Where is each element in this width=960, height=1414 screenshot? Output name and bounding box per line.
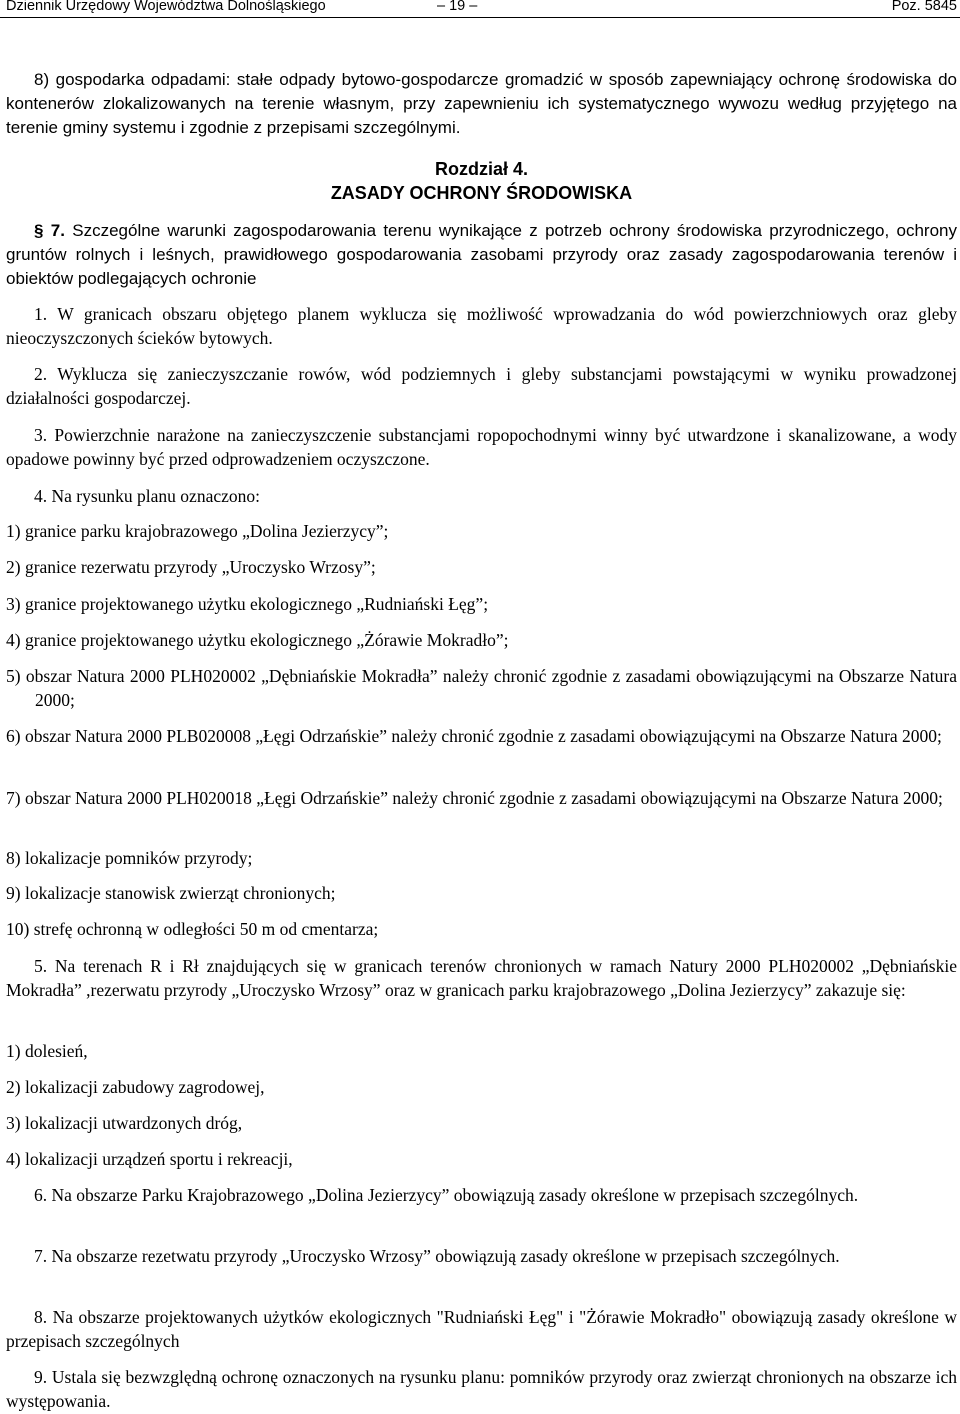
clause-9: 9. Ustala się bezwzględną ochronę oznaczonych na rysunku planu: pomników przyrody oraz zwierząt chronionych na obszarze ich występowania. xyxy=(6,1367,957,1411)
section-7-mark: § 7. xyxy=(34,221,65,240)
clause-5: 5. Na terenach R i Rł znajdujących się w granicach terenów chronionych w ramach Natury 2000 PLH020002 „Dębniańskie Mokradła” ,rezerwatu przyrody „Uroczysko Wrzosy” oraz w granicach parku krajobrazowego „Dolina Jezierzycy” zakazuje się: xyxy=(6,956,957,1000)
list-item: 9) lokalizacje stanowisk zwierząt chronionych; xyxy=(6,883,336,903)
clause-2: 2. Wyklucza się zanieczyszczanie rowów, wód podziemnych i gleby substancjami powstającymi w wyniku prowadzonej działalności gospodarczej. xyxy=(6,364,957,408)
journal-title: Dziennik Urzędowy Województwa Dolnośląskiego xyxy=(6,0,326,14)
list-item: 8) lokalizacje pomników przyrody; xyxy=(6,848,253,868)
clause-4: 4. Na rysunku planu oznaczono: xyxy=(34,486,260,506)
clause-3: 3. Powierzchnie narażone na zanieczyszczenie substancjami ropopochodnymi winny być utwardzone i skanalizowane, a wody opadowe powinny być przed odprowadzeniem oczyszczone. xyxy=(6,425,957,469)
chapter-title: ZASADY OCHRONY ŚRODOWISKA xyxy=(330,183,633,203)
list-item: 5) obszar Natura 2000 PLH020002 „Dębniańskie Mokradła” należy chronić zgodnie z zasadami obowiązującymi na Obszarze Natura 2000; xyxy=(6,666,957,710)
clause-1: 1. W granicach obszaru objętego planem wyklucza się możliwość wprowadzania do wód powierzchniowych oraz gleby nieoczyszczonych ścieków bytowych. xyxy=(6,304,957,348)
page-header xyxy=(0,0,960,18)
clause-7: 7. Na obszarze rezetwatu przyrody „Uroczysko Wrzosy” obowiązują zasady określone w przepisach szczególnych. xyxy=(34,1246,840,1266)
list-item: 7) obszar Natura 2000 PLH020018 „Łęgi Odrzańskie” należy chronić zgodnie z zasadami obowiązującymi na Obszarze Natura 2000; xyxy=(6,788,943,808)
paragraph-waste-management: 8) gospodarka odpadami: stałe odpady bytowo-gospodarcze gromadzić w sposób zapewniający ochronę środowiska do kontenerów zlokalizowanych na terenie własnym, przy zapewnieniu ich systematycznego wywozu według przyjętego na terenie gminy systemu i zgodnie z przepisami szczególnymi. xyxy=(6,70,957,137)
list-item: 2) granice rezerwatu przyrody „Uroczysko Wrzosy”; xyxy=(6,557,376,577)
page-number: – 19 – xyxy=(437,0,478,14)
list-item: 6) obszar Natura 2000 PLB020008 „Łęgi Odrzańskie” należy chronić zgodnie z zasadami obowiązującymi na Obszarze Natura 2000; xyxy=(6,726,942,746)
prohibition-item: 2) lokalizacji zabudowy zagrodowej, xyxy=(6,1077,265,1097)
section-7 xyxy=(6,219,957,291)
prohibition-item: 1) dolesień, xyxy=(6,1041,88,1061)
list-item: 10) strefę ochronną w odległości 50 m od cmentarza; xyxy=(6,919,379,939)
prohibition-item: 4) lokalizacji urządzeń sportu i rekreacji, xyxy=(6,1149,293,1169)
clause-8: 8. Na obszarze projektowanych użytków ekologicznych "Rudniański Łęg" i "Żórawie Mokradło" obowiązują zasady określone w przepisach szczególnych xyxy=(6,1307,957,1351)
section-7-text: Szczególne warunki zagospodarowania terenu wynikające z potrzeb ochrony środowiska przyrodniczego, ochrony gruntów rolnych i leśnych, prawidłowego gospodarowania zasobami przyrody oraz zasady zagospodarowania terenów i obiektów podlegających ochronie xyxy=(6,221,957,288)
list-item: 3) granice projektowanego użytku ekologicznego „Rudniański Łęg”; xyxy=(6,594,489,614)
list-item: 4) granice projektowanego użytku ekologicznego „Żórawie Mokradło”; xyxy=(6,630,509,650)
chapter-number: Rozdział 4. xyxy=(434,159,528,179)
list-item: 1) granice parku krajobrazowego „Dolina Jezierzycy”; xyxy=(6,521,389,541)
position-number: Poz. 5845 xyxy=(891,0,957,14)
prohibition-item: 3) lokalizacji utwardzonych dróg, xyxy=(6,1113,243,1133)
clause-6: 6. Na obszarze Parku Krajobrazowego „Dolina Jezierzycy” obowiązują zasady określone w przepisach szczególnych. xyxy=(34,1185,859,1205)
